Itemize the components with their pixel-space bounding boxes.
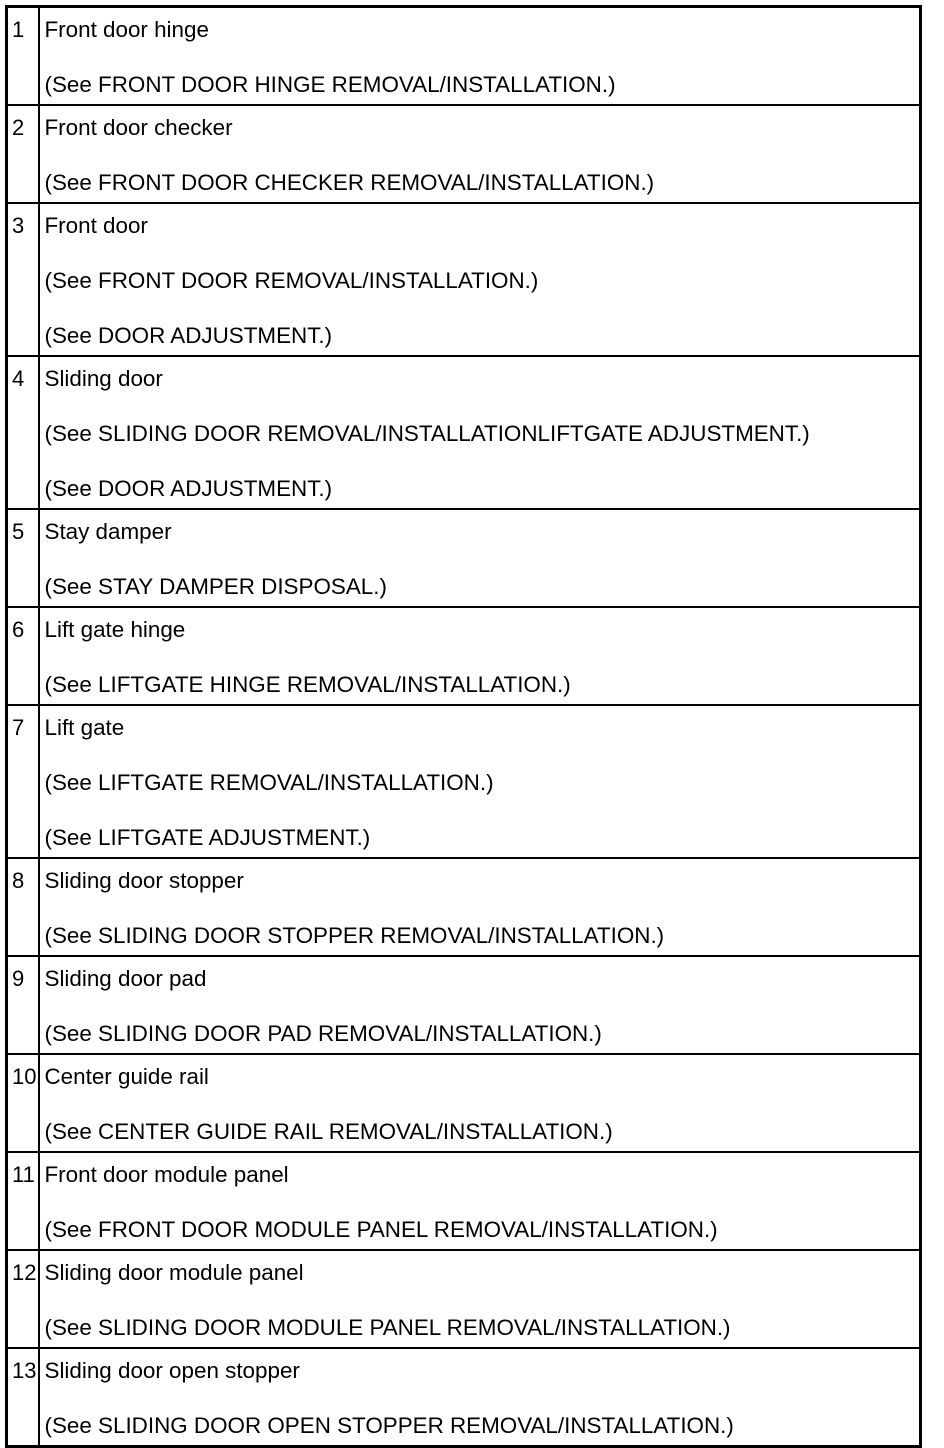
procedure-reference: (See FRONT DOOR HINGE REMOVAL/INSTALLATION.) [44, 72, 616, 97]
item-number: 4 [7, 356, 39, 509]
table-row [7, 356, 921, 509]
parts-reference-table [5, 5, 922, 1448]
table-row [7, 203, 921, 356]
table-row [7, 509, 921, 607]
table-row [7, 1348, 921, 1447]
procedure-reference: (See SLIDING DOOR PAD REMOVAL/INSTALLATION.) [44, 1021, 602, 1046]
item-description-cell [39, 1152, 921, 1250]
part-name: Front door hinge [44, 17, 209, 42]
part-name: Center guide rail [44, 1064, 209, 1089]
procedure-reference: (See DOOR ADJUSTMENT.) [44, 476, 333, 501]
part-name: Sliding door pad [44, 966, 207, 991]
procedure-reference: (See LIFTGATE REMOVAL/INSTALLATION.) [44, 770, 494, 795]
part-name: Sliding door open stopper [44, 1358, 300, 1383]
part-name: Front door module panel [44, 1162, 289, 1187]
table-row [7, 105, 921, 203]
table-row [7, 1250, 921, 1348]
item-description-cell [39, 7, 921, 106]
table-row [7, 1054, 921, 1152]
procedure-reference: (See LIFTGATE HINGE REMOVAL/INSTALLATION.) [44, 672, 571, 697]
table-row [7, 858, 921, 956]
item-description-cell [39, 105, 921, 203]
item-description-cell [39, 203, 921, 356]
item-number: 7 [7, 705, 39, 858]
item-number: 13 [7, 1348, 39, 1447]
procedure-reference: (See SLIDING DOOR REMOVAL/INSTALLATIONLIFTGATE ADJUSTMENT.) [44, 421, 810, 446]
part-name: Stay damper [44, 519, 172, 544]
item-description-cell [39, 956, 921, 1054]
part-name: Lift gate [44, 715, 125, 740]
procedure-reference: (See LIFTGATE ADJUSTMENT.) [44, 825, 371, 850]
part-name: Front door checker [44, 115, 233, 140]
item-number: 6 [7, 607, 39, 705]
table-row [7, 7, 921, 106]
item-number: 12 [7, 1250, 39, 1348]
part-name: Sliding door [44, 366, 163, 391]
procedure-reference: (See FRONT DOOR CHECKER REMOVAL/INSTALLATION.) [44, 170, 655, 195]
item-description-cell [39, 1054, 921, 1152]
procedure-reference: (See SLIDING DOOR OPEN STOPPER REMOVAL/INSTALLATION.) [44, 1413, 734, 1438]
procedure-reference: (See CENTER GUIDE RAIL REMOVAL/INSTALLATION.) [44, 1119, 613, 1144]
table-row [7, 705, 921, 858]
procedure-reference: (See SLIDING DOOR MODULE PANEL REMOVAL/INSTALLATION.) [44, 1315, 731, 1340]
procedure-reference: (See DOOR ADJUSTMENT.) [44, 323, 333, 348]
procedure-reference: (See FRONT DOOR MODULE PANEL REMOVAL/INSTALLATION.) [44, 1217, 718, 1242]
procedure-reference: (See FRONT DOOR REMOVAL/INSTALLATION.) [44, 268, 539, 293]
parts-table-body [7, 7, 921, 1447]
item-number: 2 [7, 105, 39, 203]
table-row [7, 956, 921, 1054]
part-name: Front door [44, 213, 148, 238]
part-name: Lift gate hinge [44, 617, 186, 642]
item-description-cell [39, 705, 921, 858]
procedure-reference: (See SLIDING DOOR STOPPER REMOVAL/INSTALLATION.) [44, 923, 665, 948]
procedure-reference: (See STAY DAMPER DISPOSAL.) [44, 574, 387, 599]
part-name: Sliding door stopper [44, 868, 244, 893]
item-number: 1 [7, 7, 39, 106]
item-description-cell [39, 858, 921, 956]
item-number: 5 [7, 509, 39, 607]
table-row [7, 607, 921, 705]
item-description-cell [39, 607, 921, 705]
item-number: 8 [7, 858, 39, 956]
item-description-cell [39, 356, 921, 509]
item-description-cell [39, 509, 921, 607]
item-description-cell [39, 1348, 921, 1447]
table-row [7, 1152, 921, 1250]
item-number: 3 [7, 203, 39, 356]
item-description-cell [39, 1250, 921, 1348]
item-number: 10 [7, 1054, 39, 1152]
item-number: 9 [7, 956, 39, 1054]
item-number: 11 [7, 1152, 39, 1250]
part-name: Sliding door module panel [44, 1260, 304, 1285]
